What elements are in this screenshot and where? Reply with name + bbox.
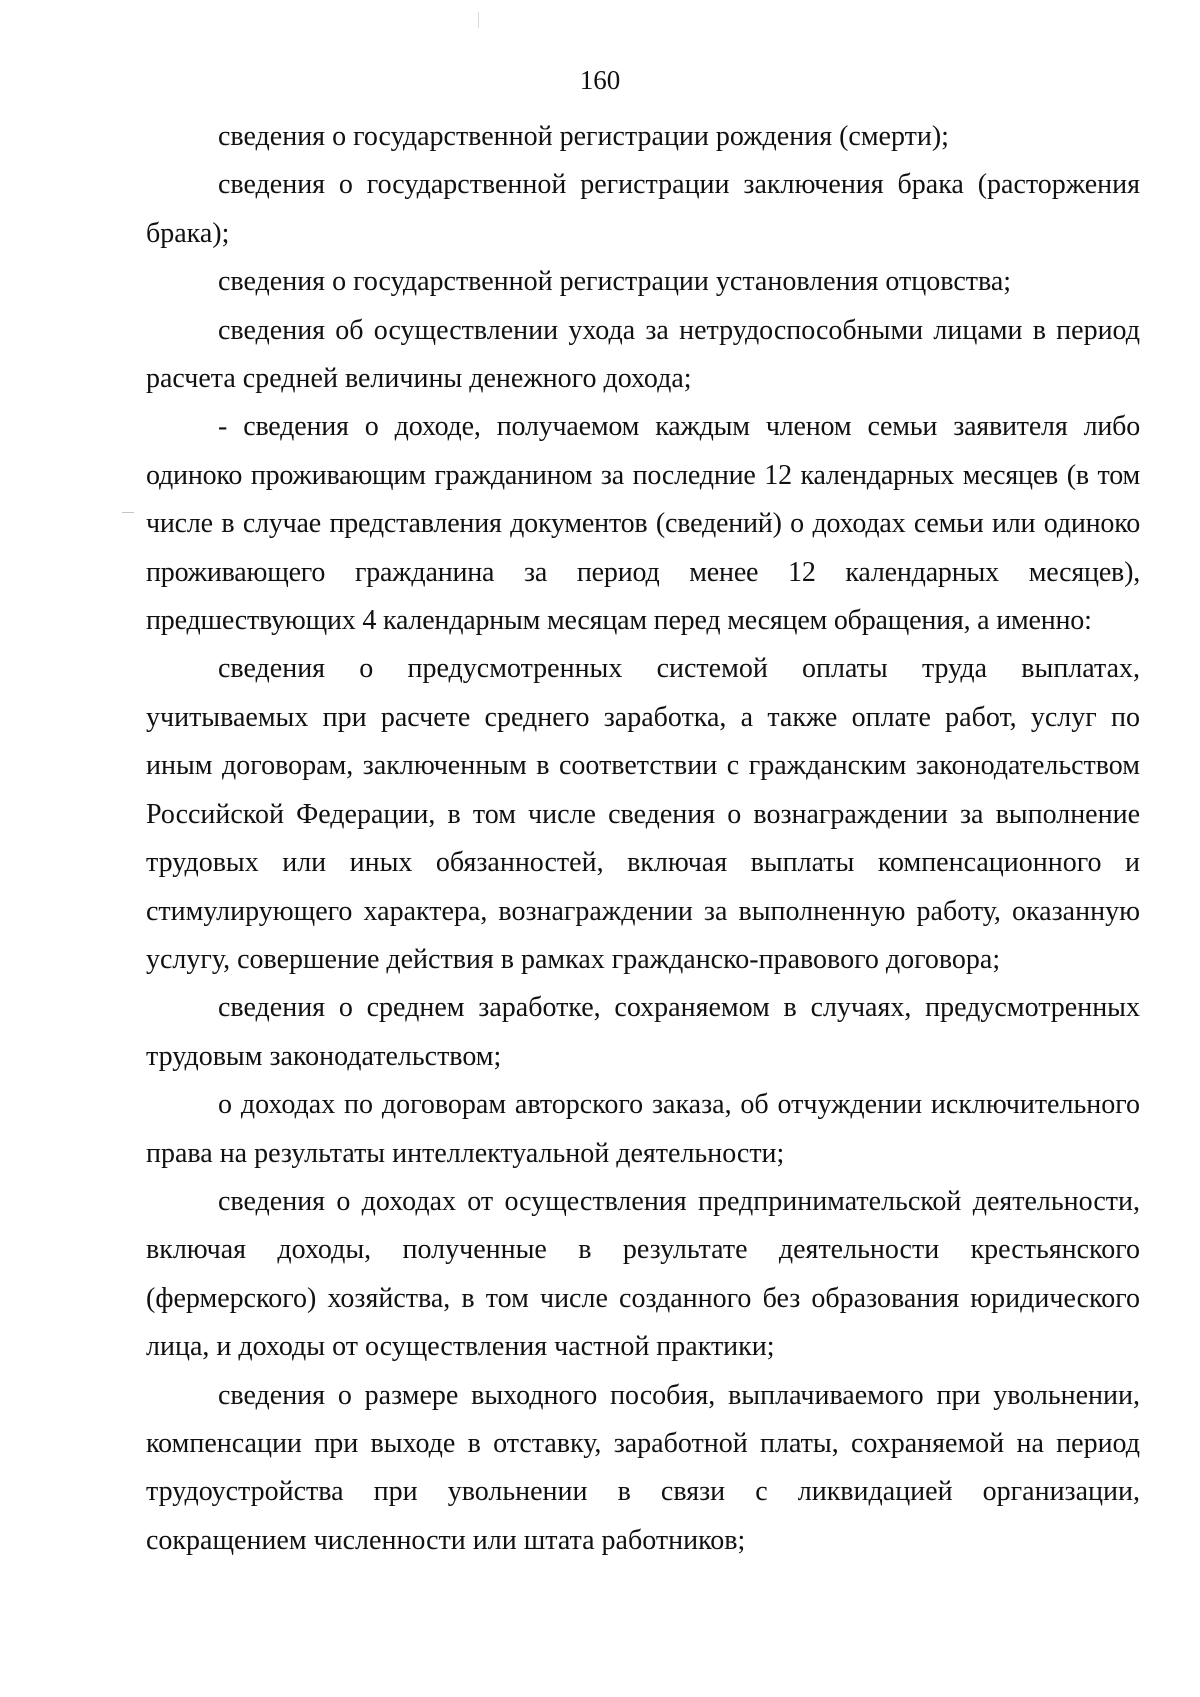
paragraph-care-for-disabled: сведения об осуществлении ухода за нетрудоспособными лицами в период расчета средней величины денежного дохода;: [146, 314, 1140, 395]
paragraph-business-income: сведения о доходах от осуществления предпринимательской деятельности, включая доходы, полученные в результате деятельности крестьянского (фермерского) хозяйства, в том числе созданного без образования юридического лица, и доходы от осуществления частной практики;: [146, 1185, 1140, 1363]
paragraph-copyright-income: о доходах по договорам авторского заказа, об отчуждении исключительного права на результаты интеллектуальной деятельности;: [146, 1089, 1140, 1169]
scan-artifact-mark: [122, 512, 134, 513]
paragraph-family-income: - сведения о доходе, получаемом каждым членом семьи заявителя либо одиноко проживающим гражданином за последние 12 календарных месяцев (в том числе в случае представления документов (сведений) о доходах семьи или одиноко проживающего гражданина за период менее 12 календарных месяцев), предшествующих 4 календарным месяцам перед месяцем обращения, а именно:: [146, 411, 1140, 637]
paragraph-paternity-registration: сведения о государственной регистрации установления отцовства;: [218, 266, 1012, 298]
scan-artifact-line: [478, 12, 479, 28]
paragraph-average-earnings: сведения о среднем заработке, сохраняемом в случаях, предусмотренных трудовым законодательством;: [146, 992, 1140, 1072]
paragraph-wage-payments: сведения о предусмотренных системой оплаты труда выплатах, учитываемых при расчете среднего заработка, а также оплате работ, услуг по иным договорам, заключенным в соответствии с гражданским законодательством Российской Федерации, в том числе сведения о вознаграждении за выполнение трудовых или иных обязанностей, включая выплаты компенсационного и стимулирующего характера, вознаграждении за выполненную работу, оказанную услугу, совершение действия в рамках гражданско-правового договора;: [146, 653, 1140, 975]
paragraph-marriage-registration: сведения о государственной регистрации заключения брака (расторжения брака);: [146, 169, 1140, 249]
document-body: [146, 113, 1140, 1565]
paragraph-severance-pay: сведения о размере выходного пособия, выплачиваемого при увольнении, компенсации при выходе в отставку, заработной платы, сохраняемой на период трудоустройства при увольнении в связи с ликвидацией организации, сокращением численности или штата работников;: [146, 1379, 1140, 1556]
paragraph-birth-death-registration: сведения о государственной регистрации рождения (смерти);: [218, 121, 949, 152]
page-number: 160: [579, 65, 621, 95]
